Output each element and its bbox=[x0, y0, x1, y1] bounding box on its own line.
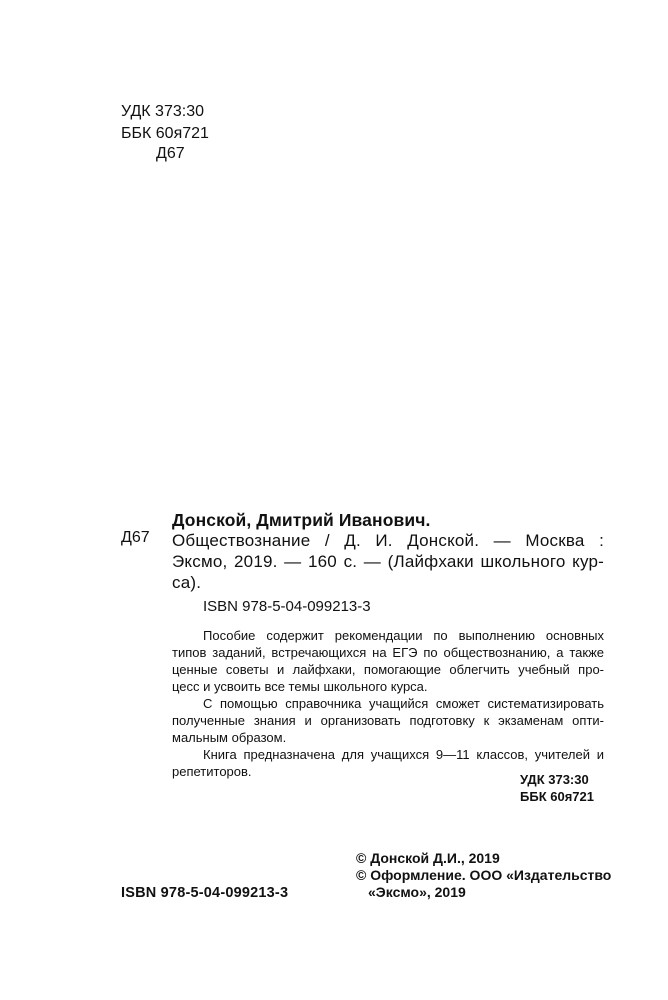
annotation-line: типов заданий, встречающихся на ЕГЭ по обществознанию, а также bbox=[172, 645, 604, 660]
author-heading: Донской, Дмитрий Иванович. bbox=[172, 510, 431, 530]
annotation-line: полученные знания и организовать подготовку к экзаменам опти- bbox=[172, 713, 604, 728]
author-mark-side: Д67 bbox=[121, 529, 150, 546]
copyright-design: © Оформление. ООО «Издательство bbox=[356, 867, 612, 883]
annotation-line: Пособие содержит рекомендации по выполнению основных bbox=[203, 628, 604, 643]
bibliographic-line: Обществознание / Д. И. Донской. — Москва : bbox=[172, 531, 604, 550]
copyright-author: © Донской Д.И., 2019 bbox=[356, 850, 500, 866]
annotation-line: мальным образом. bbox=[172, 730, 287, 745]
bbk-code-bottom: ББК 60я721 bbox=[520, 789, 594, 804]
isbn-line: ISBN 978-5-04-099213-3 bbox=[203, 598, 371, 615]
annotation-line: цесс и усвоить все темы школьного курса. bbox=[172, 679, 428, 694]
isbn-footer: ISBN 978-5-04-099213-3 bbox=[121, 885, 289, 901]
annotation-line: ценные советы и лайфхаки, помогающие облегчить учебный про- bbox=[172, 662, 604, 677]
annotation-line: С помощью справочника учащийся сможет систематизировать bbox=[203, 696, 604, 711]
annotation-line: Книга предназначена для учащихся 9—11 классов, учителей и bbox=[203, 747, 604, 762]
author-mark: Д67 bbox=[156, 145, 185, 162]
bibliographic-line: Эксмо, 2019. — 160 с. — (Лайфхаки школьного кур- bbox=[172, 552, 604, 571]
copyright-design-continued: «Эксмо», 2019 bbox=[368, 884, 466, 900]
bbk-code: ББК 60я721 bbox=[121, 125, 209, 142]
udk-code: УДК 373:30 bbox=[121, 103, 204, 120]
annotation-line: репетиторов. bbox=[172, 764, 252, 779]
udk-code-bottom: УДК 373:30 bbox=[520, 772, 589, 787]
bibliographic-line: са). bbox=[172, 573, 202, 592]
